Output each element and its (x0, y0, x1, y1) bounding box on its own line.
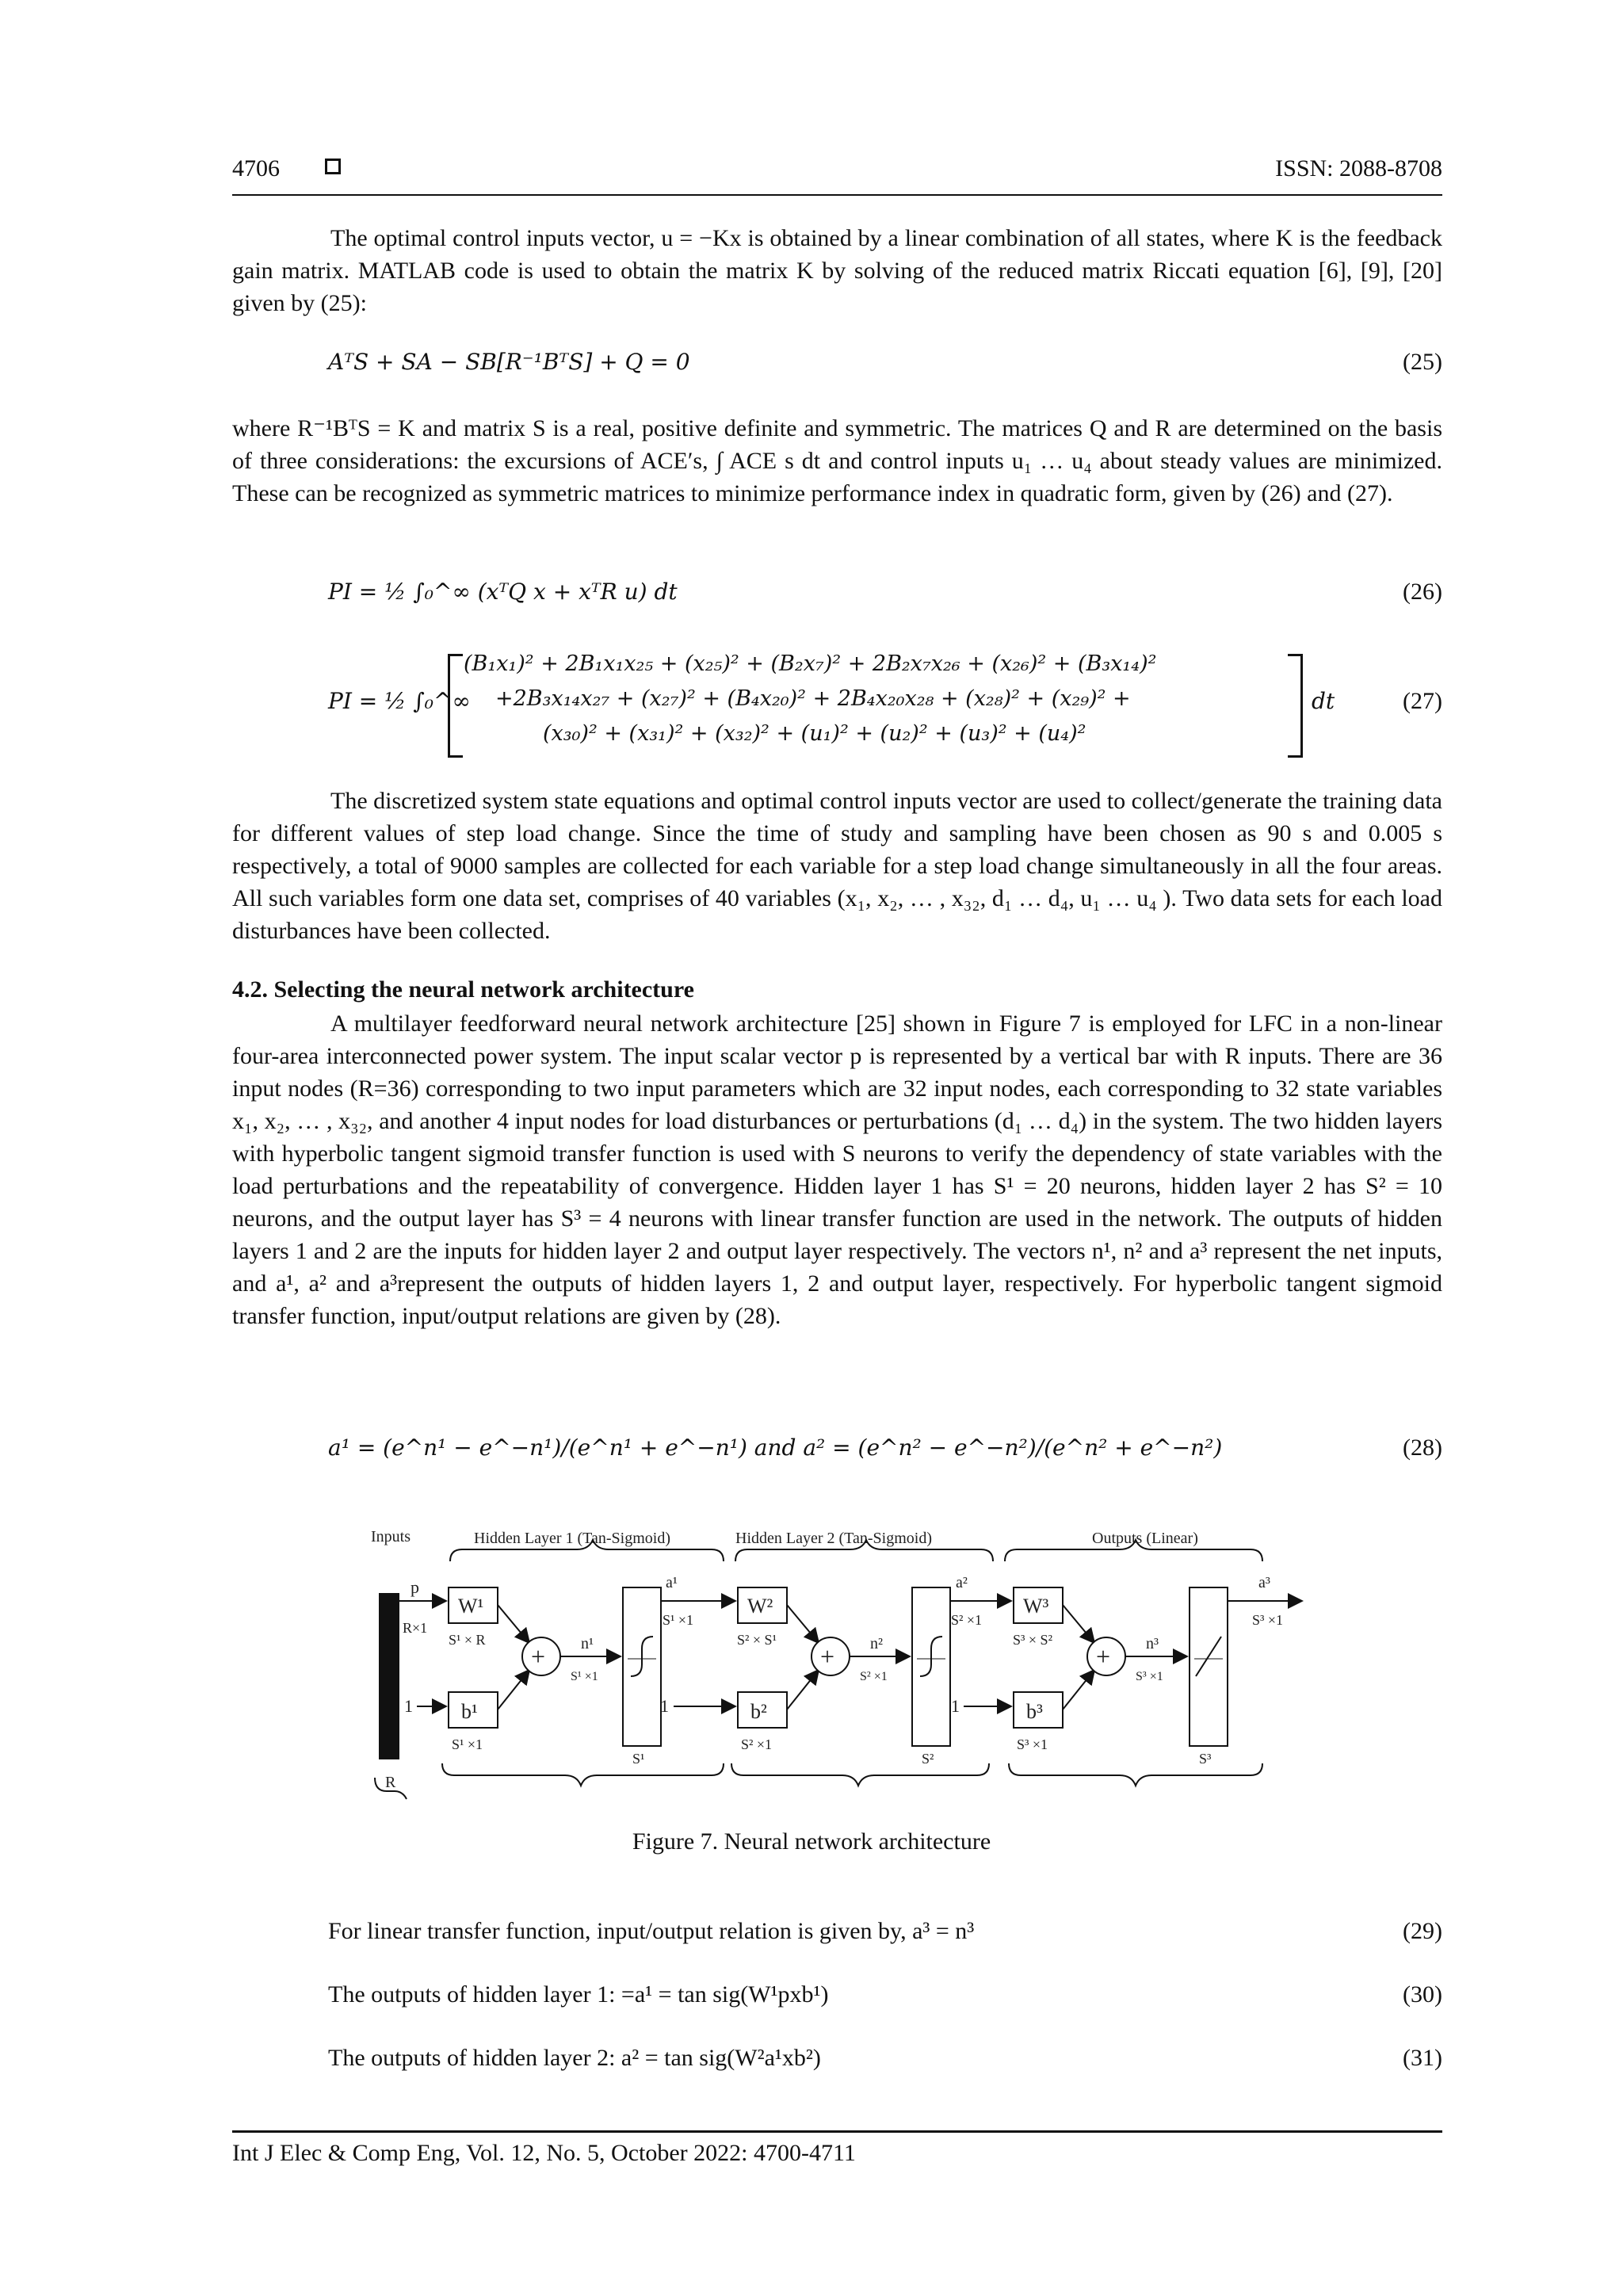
journal-footer: Int J Elec & Comp Eng, Vol. 12, No. 5, October 2022: 4700-4711 (232, 2140, 856, 2166)
label-b1-dim: S¹ ×1 (452, 1736, 483, 1752)
label-a2-dim: S² ×1 (951, 1612, 983, 1628)
label-s1: S¹ (632, 1751, 645, 1767)
figure-caption: Figure 7. Neural network architecture (632, 1828, 991, 1855)
equation-27-dt: dt (1312, 688, 1335, 714)
equation-30-text: The outputs of hidden layer 1: =a¹ = tan sig(W¹pxb¹) (328, 1981, 829, 2008)
label-rx1: R×1 (403, 1620, 428, 1636)
label-a1-dim: S¹ ×1 (663, 1612, 694, 1628)
equation-28-number: (28) (1403, 1435, 1442, 1461)
equation-29-number: (29) (1403, 1918, 1442, 1944)
label-hidden1: Hidden Layer 1 (Tan-Sigmoid) (474, 1530, 670, 1547)
transfer-box-3 (1190, 1587, 1228, 1746)
paragraph-3: The discretized system state equations and optimal control inputs vector are used to collect/generate the training data for different values of step load change. Since the time of study and sampling have been chosen as 90 s and 0.005 s respectively, a total of 9000 samples are collected for each variable for a step load change simultaneously in all the four areas. All such variables form one data set, comprises of 40 variables (x₁, x₂, … , x₃₂, d₁ … d₄, u₁ … u₄ ). Two data sets for each load disturbances have been collected. (232, 788, 1442, 944)
paragraph-1: The optimal control inputs vector, u = −Kx is obtained by a linear combination of all states, where K is the feedback gain matrix. MATLAB code is used to obtain the matrix K by solving of the reduced matrix Riccati equation [6], [9], [20] given by (25): (232, 225, 1442, 316)
label-outputs: Outputs (Linear) (1092, 1530, 1198, 1547)
label-n1-dim: S¹ ×1 (571, 1670, 598, 1683)
label-n2: n² (870, 1635, 883, 1652)
equation-27-row-3: (x₃₀)² + (x₃₁)² + (x₃₂)² + (u₁)² + (u₂)² + (u₃)² + (u₄)² (543, 721, 1086, 746)
paragraph-2: where R⁻¹BᵀS = K and matrix S is a real, positive definite and symmetric. The matrices Q and R are determined on the basis of three considerations: the excursions of ACE′s, ∫ ACE s dt and control inputs u₁ … u₄ about steady values are minimized. These can be recognized as symmetric matrices to minimize performance index in quadratic form, given by (26) and (27). (232, 415, 1442, 506)
paragraph-4: A multilayer feedforward neural network architecture [25] shown in Figure 7 is employed for LFC in a non-linear four-area interconnected power system. The input scalar vector p is represented by a vertical bar with R inputs. There are 36 input nodes (R=36) corresponding to two input parameters which are 32 input nodes, each corresponding to 32 state variables x₁, x₂, … , x₃₂, and another 4 input nodes for load disturbances or perturbations (d₁ … d₄) in the system. The two hidden layers with hyperbolic tangent sigmoid transfer function is used with S neurons to verify the dependency of state variables with the load perturbations and the repeatability of convergence. Hidden layer 1 has S¹ = 20 neurons, hidden layer 2 has S² = 10 neurons, and the output layer has S³ = 4 neurons with linear transfer function are used in the network. The outputs of hidden layers 1 and 2 are the inputs for hidden layer 2 and output layer respectively. The vectors n¹, n² and a³ represent the net inputs, and a¹, a² and a³represent the outputs of hidden layers 1, 2 and output layer, respectively. For hyperbolic tangent sigmoid transfer function, input/output relations are given by (28). (232, 1010, 1442, 1329)
equation-27-row-1: (B₁x₁)² + 2B₁x₁x₂₅ + (x₂₅)² + (B₂x₇)² + 2B₂x₇x₂₆ + (x₂₆)² + (B₃x₁₄)² (464, 651, 1157, 676)
section-heading: 4.2. Selecting the neural network architecture (232, 976, 694, 1003)
label-n1: n¹ (581, 1635, 594, 1652)
right-bracket (1288, 654, 1303, 758)
header-rule (232, 194, 1442, 196)
square-icon (325, 159, 341, 174)
label-b1: b¹ (461, 1700, 478, 1723)
label-b2: b² (750, 1700, 767, 1723)
label-w2-dim: S² × S¹ (737, 1632, 777, 1648)
label-a1: a¹ (666, 1574, 678, 1591)
label-p: p (411, 1577, 419, 1597)
svg-text:+: + (1096, 1642, 1111, 1671)
footer-rule (232, 2130, 1442, 2133)
label-s2: S² (922, 1751, 934, 1767)
brace-outputs (1005, 1540, 1262, 1561)
input-bar (379, 1593, 399, 1759)
equation-26: PI = ½ ∫₀^∞ (xᵀQ x + xᵀR u) dt (328, 579, 678, 605)
equation-25: AᵀS + SA − SB[R⁻¹BᵀS] + Q = 0 (328, 349, 690, 375)
label-w2: W² (747, 1595, 773, 1618)
equation-27-lhs: PI = ½ ∫₀^∞ (328, 688, 471, 714)
label-b3-dim: S³ ×1 (1017, 1736, 1048, 1752)
label-inputs: Inputs (371, 1528, 411, 1545)
label-a3-dim: S³ ×1 (1252, 1612, 1284, 1628)
label-w3: W³ (1023, 1595, 1049, 1618)
label-b3: b³ (1026, 1700, 1043, 1723)
left-bracket (448, 654, 463, 758)
equation-26-number: (26) (1403, 579, 1442, 605)
equation-29-text: For linear transfer function, input/output relation is given by, a³ = n³ (328, 1918, 975, 1944)
label-b2-dim: S² ×1 (741, 1736, 773, 1752)
label-a2: a² (956, 1574, 968, 1591)
label-n2-dim: S² ×1 (860, 1670, 888, 1683)
label-n3: n³ (1146, 1635, 1159, 1652)
label-n3-dim: S³ ×1 (1136, 1670, 1163, 1683)
issn: ISSN: 2088-8708 (1275, 155, 1442, 181)
svg-text:+: + (531, 1642, 546, 1671)
label-w1: W¹ (458, 1595, 484, 1618)
equation-31-number: (31) (1403, 2045, 1442, 2071)
page-number: 4706 (232, 155, 280, 181)
equation-27-row-2: +2B₃x₁₄x₂₇ + (x₂₇)² + (B₄x₂₀)² + 2B₄x₂₀x₂₈ + (x₂₈)² + (x₂₉)² + (495, 686, 1131, 711)
equation-31-text: The outputs of hidden layer 2: a² = tan sig(W²a¹xb²) (328, 2045, 821, 2071)
equation-28: a¹ = (e^n¹ − e^−n¹)/(e^n¹ + e^−n¹) and a² = (e^n² − e^−n²)/(e^n² + e^−n²) (328, 1435, 1223, 1461)
label-s3: S³ (1199, 1751, 1212, 1767)
equation-30-number: (30) (1403, 1981, 1442, 2008)
label-one-a: 1 (404, 1696, 413, 1716)
label-one-b: 1 (660, 1696, 669, 1716)
equation-27-number: (27) (1403, 688, 1442, 714)
equation-25-number: (25) (1403, 349, 1442, 375)
neural-network-figure (363, 1526, 1314, 1811)
label-w3-dim: S³ × S² (1013, 1632, 1052, 1648)
label-w1-dim: S¹ × R (449, 1632, 486, 1648)
label-one-c: 1 (951, 1696, 960, 1716)
label-hidden2: Hidden Layer 2 (Tan-Sigmoid) (735, 1530, 932, 1547)
label-r: R (385, 1774, 396, 1791)
label-a3: a³ (1258, 1574, 1270, 1591)
svg-text:+: + (820, 1642, 835, 1671)
